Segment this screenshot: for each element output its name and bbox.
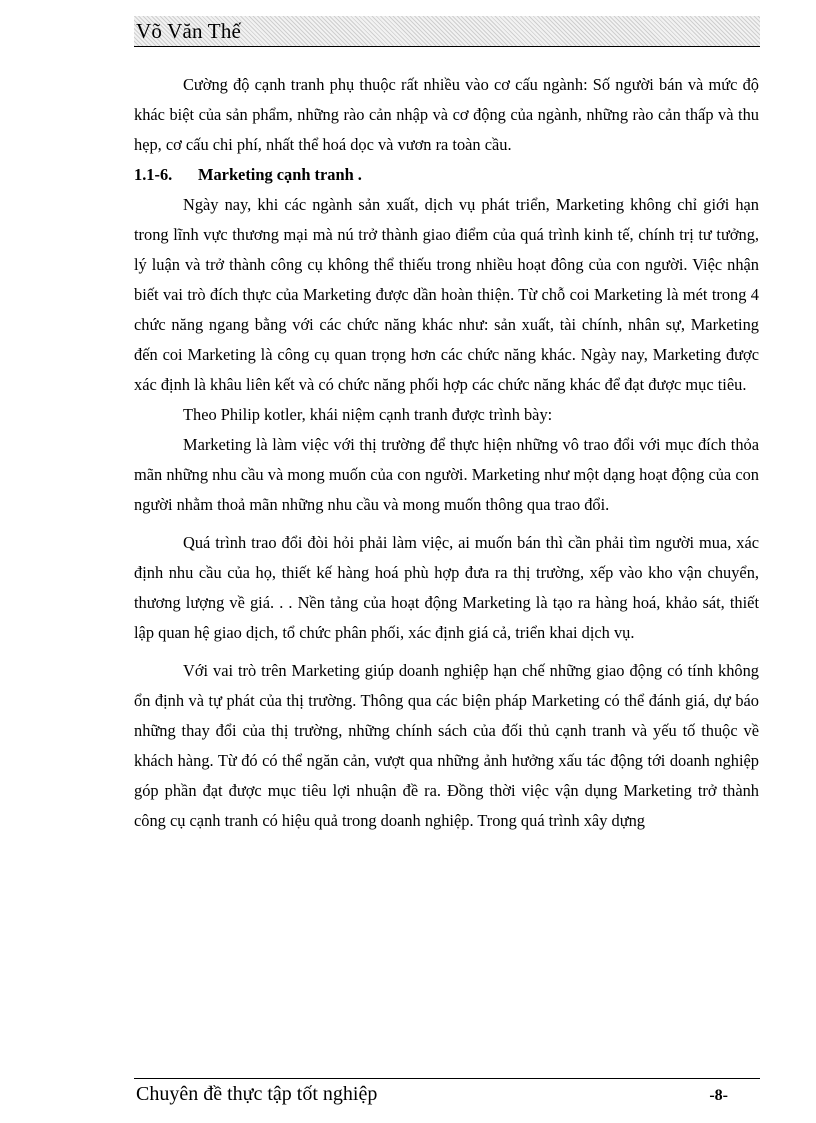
intro-paragraph: Cường độ cạnh tranh phụ thuộc rất nhiều vào cơ cấu ngành: Số người bán và mức độ khác biệt của sản phẩm, những rào cản nhập và cơ động của ngành, những rào cản thấp và thu hẹp, cơ cấu chi phí, nhất thể hoá dọc và vươn ra toàn cầu. [134, 75, 759, 154]
document-body [134, 70, 759, 836]
page-header [134, 16, 760, 47]
section-number: 1.1-6. [134, 165, 173, 184]
section-title: Marketing cạnh tranh . [198, 165, 362, 184]
page-number: -8- [709, 1087, 728, 1104]
paragraph: Ngày nay, khi các ngành sản xuất, dịch vụ phát triển, Marketing không chỉ giới hạn trong lĩnh vực thương mại mà nú trở thành giao điểm của quá trình kinh tế, chính trị tư tưởng, lý luận và trở thành công cụ không thể thiếu trong nhiều hoạt đông của con người. Việc nhận biết vai trò đích thực của Marketing được dần hoàn thiện. Từ chỗ coi Marketing là mét trong 4 chức năng ngang bằng với các chức năng khác như: sản xuất, tài chính, nhân sự, Marketing đến coi Marketing là công cụ quan trọng hơn các chức năng khác. Ngày nay, Marketing được xác định là khâu liên kết và có chức năng phối hợp các chức năng khác để đạt được mục tiêu. [134, 195, 759, 394]
page-footer [134, 1078, 760, 1119]
section-heading [134, 160, 759, 190]
paragraph: Với vai trò trên Marketing giúp doanh nghiệp hạn chế những giao động có tính không ổn định và tự phát của thị trường. Thông qua các biện pháp Marketing có thể đánh giá, dự báo những thay đổi của thị trường, những chính sách của đối thủ cạnh tranh và yếu tố thuộc về khách hàng. Từ đó có thể ngăn cản, vượt qua những ảnh hưởng xấu tác động tới doanh nghiệp góp phần đạt được mục tiêu lợi nhuận đề ra. Đồng thời việc vận dụng Marketing trở thành công cụ cạnh tranh có hiệu quả trong doanh nghiệp. Trong quá trình xây dựng [134, 661, 759, 830]
paragraph: Theo Philip kotler, khái niệm cạnh tranh được trình bày: [183, 405, 553, 424]
paragraph: Quá trình trao đổi đòi hỏi phải làm việc, ai muốn bán thì cần phải tìm người mua, xác định nhu cầu của họ, thiết kế hàng hoá phù hợp đưa ra thị trường, xếp vào kho vận chuyển, thương lượng về giá. . . Nền tảng của hoạt động Marketing là tạo ra hàng hoá, khảo sát, thiết lập quan hệ giao dịch, tổ chức phân phối, xác định giá cả, triển khai dịch vụ. [134, 533, 759, 642]
footer-title: Chuyên đề thực tập tốt nghiệp [136, 1083, 378, 1105]
paragraph: Marketing là làm việc với thị trường để thực hiện những vô trao đổi với mục đích thỏa mãn những nhu cầu và mong muốn của con người. Marketing như một dạng hoạt động của con người nhằm thoả mãn những nhu cầu và mong muốn thông qua trao đổi. [134, 435, 759, 514]
header-author-name: Võ Văn Thế [136, 19, 242, 43]
